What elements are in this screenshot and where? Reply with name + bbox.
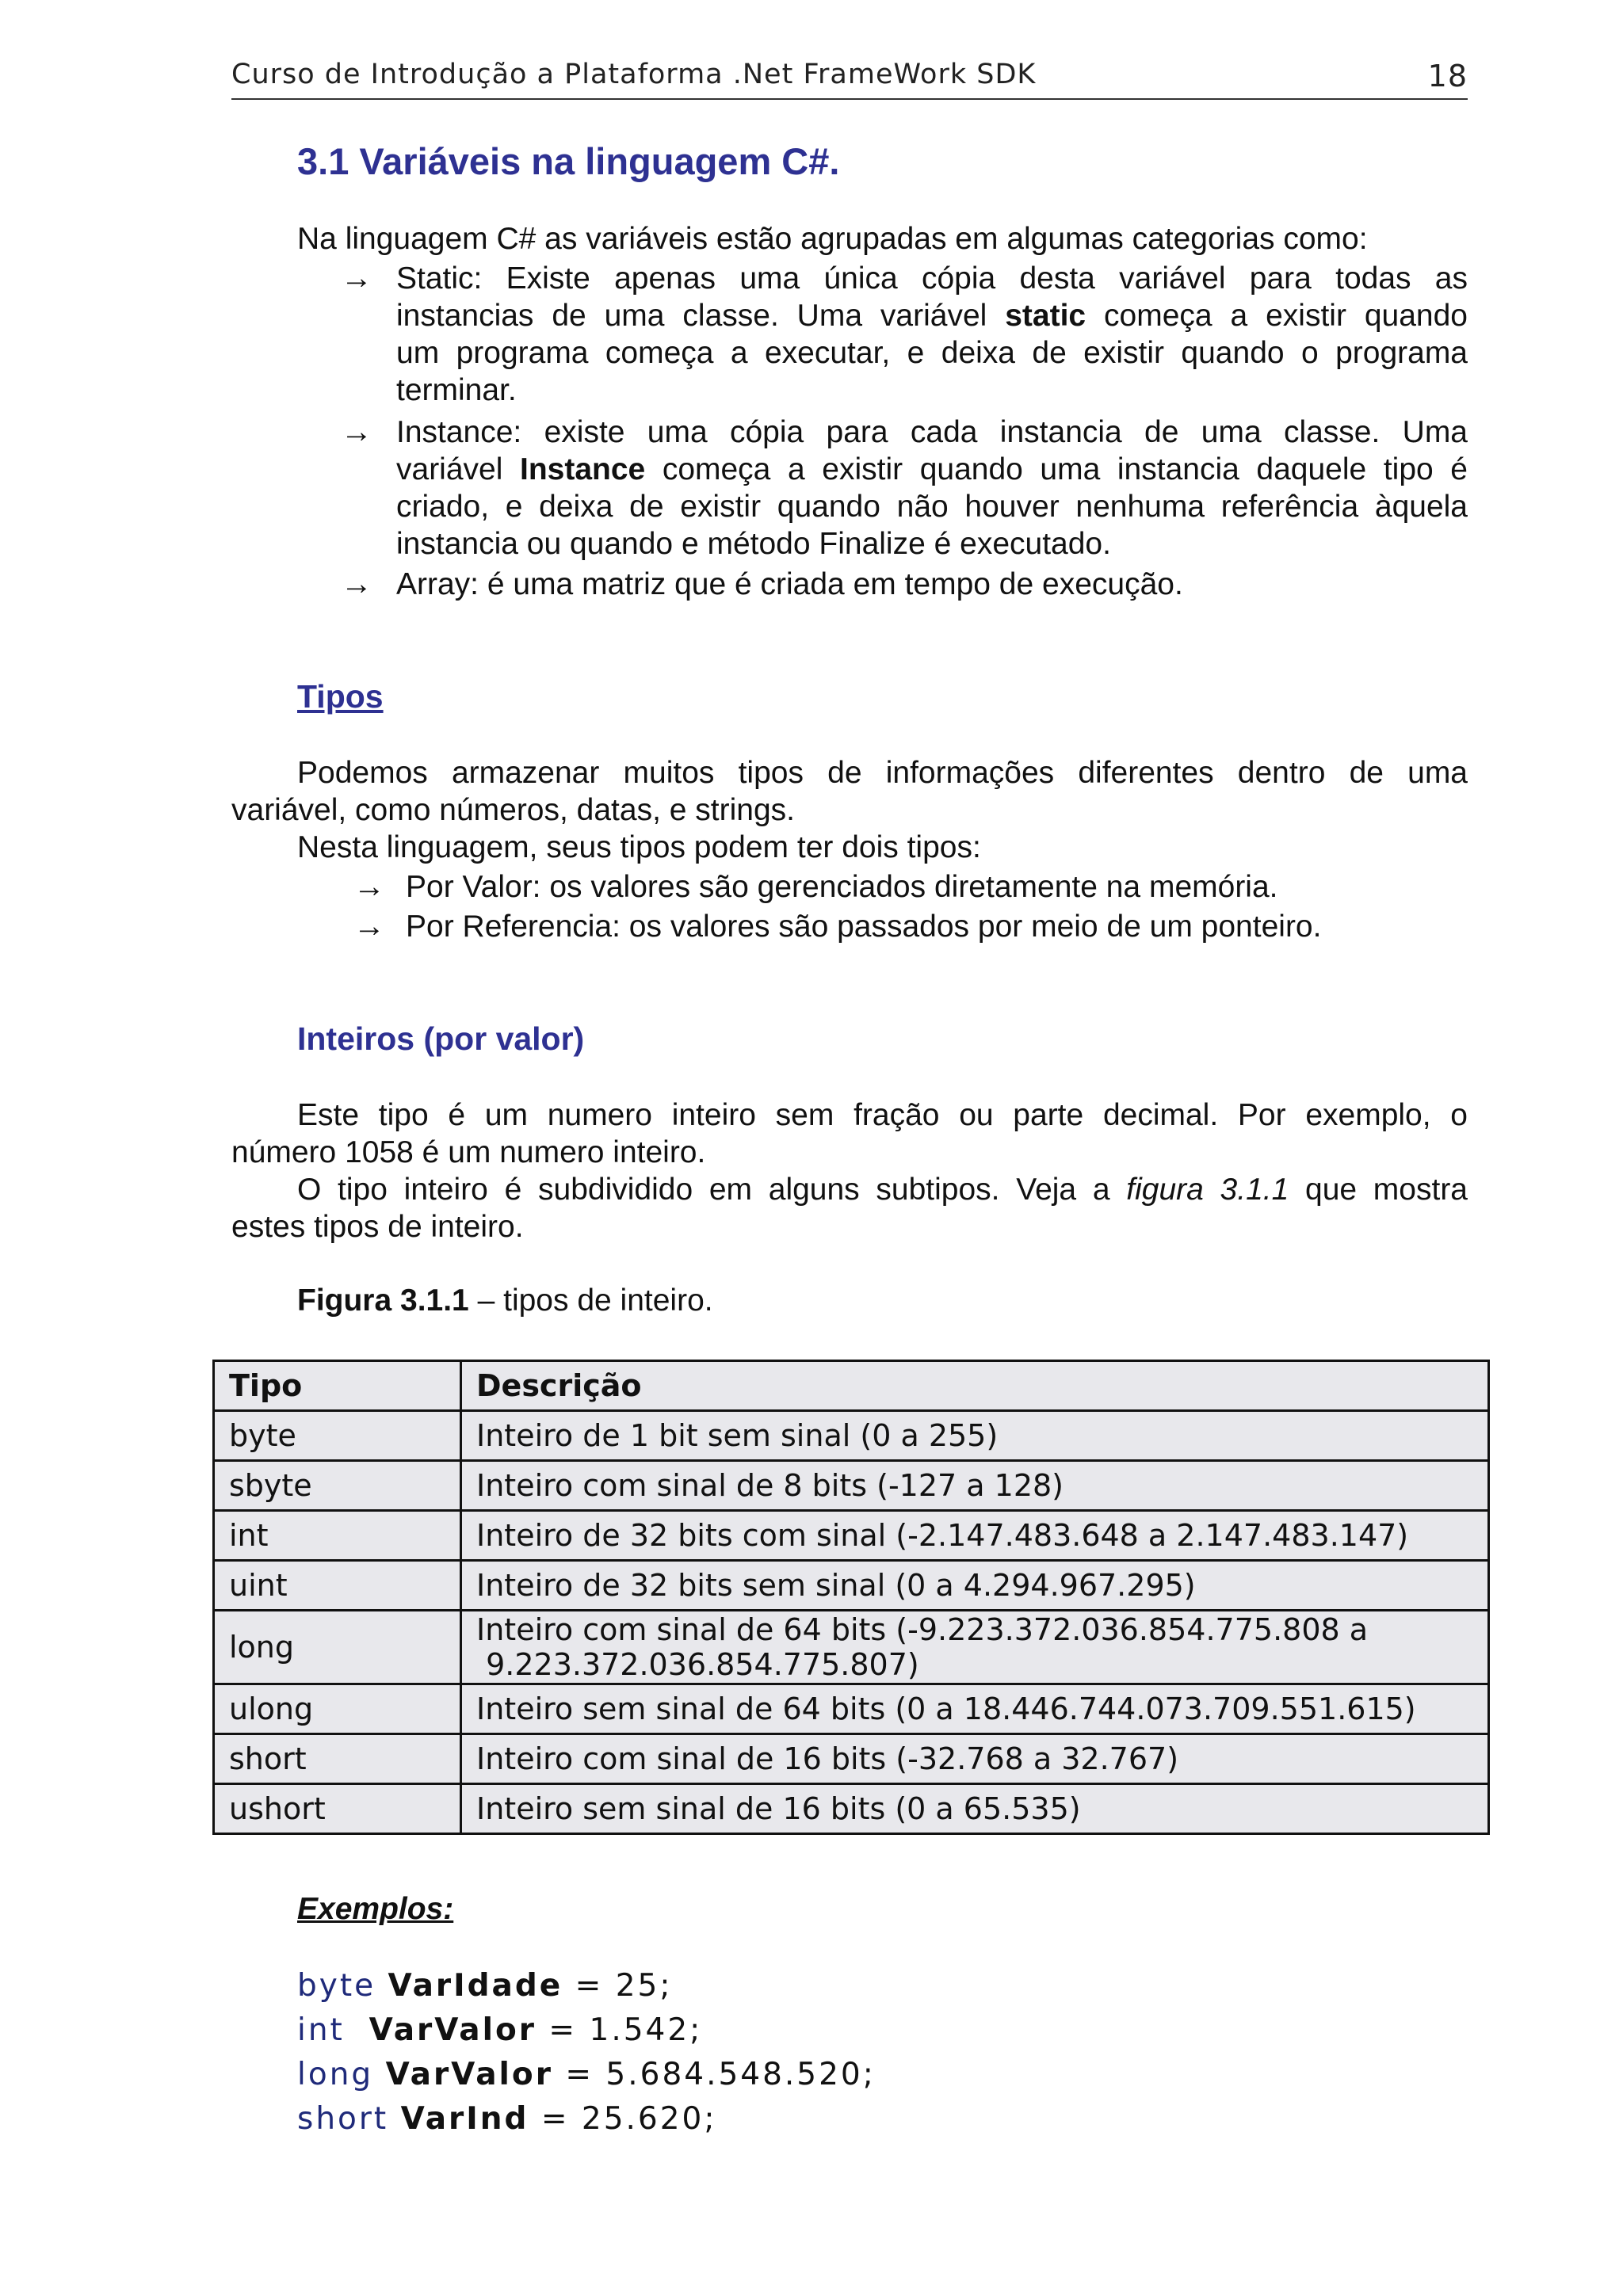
table-row [214,1411,1489,1461]
table-row [214,1611,1489,1684]
intro-paragraph: Na linguagem C# as variáveis estão agrupadas em algumas categorias como: [297,222,1368,256]
page-number: 18 [1427,59,1468,93]
static-line-3: um programa começa a executar, e deixa de existir quando o programa [396,336,1468,370]
type-cell: byte [214,1411,461,1461]
static-line-4: terminar. [396,373,517,407]
inteiros-para2-line-1: O tipo inteiro é subdividido em alguns subtipos. Veja a figura 3.1.1 que mostra [297,1173,1468,1207]
type-cell: ushort [214,1784,461,1834]
type-cell: long [214,1611,461,1684]
tipos-para-2: Nesta linguagem, seus tipos podem ter dois tipos: [297,830,981,864]
inteiros-para2-line-2: estes tipos de inteiro. [231,1210,524,1244]
table-row [214,1684,1489,1734]
instance-line-1: Instance: existe uma cópia para cada instancia de uma classe. Uma [396,415,1468,449]
table-row [214,1461,1489,1511]
static-line-1: Static: Existe apenas uma única cópia desta variável para todas as [396,261,1468,296]
instance-line-4: instancia ou quando e método Finalize é executado. [396,527,1111,561]
code-line: short VarInd = 25.620; [297,2101,717,2137]
code-line: int VarValor = 1.542; [297,2012,703,2048]
section-title: 3.1 Variáveis na linguagem C#. [297,140,840,182]
tipos-para-line-2: variável, como números, datas, e strings. [231,793,795,827]
instance-line-3: criado, e deixa de existir quando não houver nenhuma referência àquela [396,490,1468,524]
examples-heading: Exemplos: [297,1892,454,1926]
table-header-row [214,1361,1489,1411]
description-cell: Inteiro com sinal de 16 bits (-32.768 a 32.767) [461,1734,1489,1784]
arrow-icon: → [341,566,372,601]
page-header [231,57,1468,100]
code-line: long VarValor = 5.684.548.520; [297,2057,876,2092]
code-line: byte VarIdade = 25; [297,1968,673,2004]
column-header-descricao: Descrição [461,1361,1489,1411]
type-cell: short [214,1734,461,1784]
description-cell: Inteiro sem sinal de 16 bits (0 a 65.535) [461,1784,1489,1834]
description-cell: Inteiro de 32 bits sem sinal (0 a 4.294.967.295) [461,1561,1489,1611]
table-row [214,1511,1489,1561]
arrow-icon: → [353,869,385,904]
description-cell: Inteiro com sinal de 64 bits (-9.223.372.036.854.775.808 a 9.223.372.036.854.775.807) [461,1611,1489,1684]
arrow-icon: → [341,414,372,449]
static-line-2: instancias de uma classe. Uma variável static começa a existir quando [396,299,1468,333]
arrow-icon: → [341,261,372,296]
integer-types-table [212,1360,1490,1835]
document-page: Curso de Introdução a Plataforma .Net FrameWork SDK 18 3.1 Variáveis na linguagem C#. Na linguagem C# as variáveis estão agrupadas em algumas categorias como: → Static: Existe apenas uma única cópia desta variável para todas as instancias de uma classe. Uma variável static começa a existir quando um programa começa a executar, e deixa de existir quando o programa terminar. → Instance: existe uma cópia para cada instancia de uma classe. Uma variável Instance começa a existir quando uma instancia daquele tipo é criado, e deixa de existir quando não houver nenhuma referência àquela instancia ou quando e método Finalize é executado. → Array: é uma matriz que é criada em tempo de execução. Tipos Podemos armazenar muitos tipos de informações diferentes dentro de uma variável, como números, datas, e strings. Nesta linguagem, seus tipos podem ter dois tipos: → Por Valor: os valores são gerenciados diretamente na memória. → Por Referencia: os valores são passados por meio de um ponteiro. Inteiros (por valor) Este tipo é um numero inteiro sem fração ou parte decimal. Por exemplo, o número 1058 é um numero inteiro. O tipo inteiro é subdividido em alguns subtipos. Veja a figura 3.1.1 que mostra estes tipos de inteiro. Figura 3.1.1 – tipos de inteiro. Tipo Descrição byte Inteiro de 1 bit sem sinal (0 a 255) sbyte Inteiro com sinal de 8 bits (-127 a 128) int Inteiro de 32 bits com sinal (-2.147.483.648 a 2.147.483.147) uint Inteiro de 32 bits sem sinal (0 a 4.294.967.295) long Inteiro com sinal de 64 bits (-9.223.372.036.854.775.808 a 9.223.372.036.854.775.807) ulong Inteiro sem sinal de 64 bits (0 a 18.446.744.073.709.551.615) short Inteiro com sinal de 16 bits (-32.768 a 32.767) ushort Inteiro sem sinal de 16 bits (0 a 65.535) Exemplos: byte VarIdade = 25; int VarValor = 1.542; long VarValor = 5.684.548.520; short VarInd = 25.620; [0,0,1623,2296]
type-cell: ulong [214,1684,461,1734]
table-row [214,1734,1489,1784]
type-cell: sbyte [214,1461,461,1511]
header-title: Curso de Introdução a Plataforma .Net FrameWork SDK [231,59,1037,90]
description-cell: Inteiro sem sinal de 64 bits (0 a 18.446.744.073.709.551.615) [461,1684,1489,1734]
arrow-icon: → [353,909,385,944]
inteiros-para-line-1: Este tipo é um numero inteiro sem fração ou parte decimal. Por exemplo, o [297,1098,1468,1132]
description-cell: Inteiro com sinal de 8 bits (-127 a 128) [461,1461,1489,1511]
figure-caption: Figura 3.1.1 – tipos de inteiro. [297,1283,713,1318]
table-row [214,1784,1489,1834]
type-cell: uint [214,1561,461,1611]
tipos-heading: Tipos [297,678,384,715]
table-row [214,1561,1489,1611]
inteiros-heading: Inteiros (por valor) [297,1020,585,1057]
tipos-para-line-1: Podemos armazenar muitos tipos de informações diferentes dentro de uma [297,756,1468,790]
inteiros-para-line-2: número 1058 é um numero inteiro. [231,1135,706,1169]
array-line-1: Array: é uma matriz que é criada em tempo de execução. [396,567,1183,601]
description-cell: Inteiro de 32 bits com sinal (-2.147.483.648 a 2.147.483.147) [461,1511,1489,1561]
description-cell: Inteiro de 1 bit sem sinal (0 a 255) [461,1411,1489,1461]
column-header-tipo: Tipo [214,1361,461,1411]
instance-line-2: variável Instance começa a existir quando uma instancia daquele tipo é [396,452,1468,486]
type-cell: int [214,1511,461,1561]
